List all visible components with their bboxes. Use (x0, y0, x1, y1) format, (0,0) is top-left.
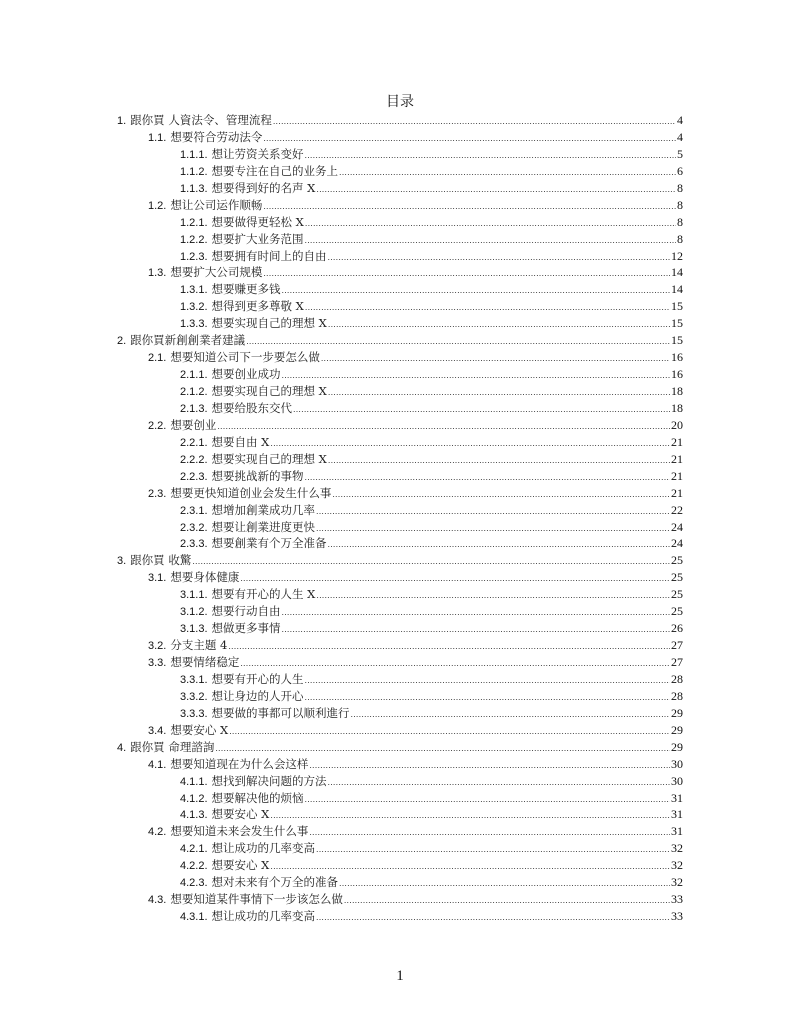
dot-leader (316, 520, 670, 537)
toc-entry-page: 21 (671, 468, 683, 483)
toc-entry-page: 29 (671, 705, 683, 720)
toc-entry-label: 想要给股东交代 (211, 400, 293, 415)
toc-entry-level-1[interactable] (117, 552, 683, 569)
toc-entry-page: 5 (677, 146, 683, 161)
toc-entry-level-3[interactable] (117, 535, 683, 552)
toc-entry-page: 25 (671, 587, 683, 602)
dot-leader (282, 282, 670, 299)
dot-leader (305, 469, 670, 486)
toc-entry-page: 30 (671, 756, 683, 771)
dot-leader (305, 215, 676, 232)
toc-entry-level-2[interactable] (117, 485, 683, 502)
toc-entry-page: 15 (671, 333, 683, 348)
dot-leader (309, 757, 670, 774)
toc-entry-level-2[interactable] (117, 264, 683, 281)
toc-entry-level-3[interactable] (117, 434, 683, 451)
dot-leader (316, 181, 676, 198)
toc-entry-level-2[interactable] (117, 129, 683, 146)
toc-entry-label: 想让公司运作顺畅 (170, 197, 263, 212)
toc-entry-number: 1.1.2. (180, 165, 208, 178)
toc-entry-label: 想要知道现在为什么会这样 (170, 756, 309, 771)
toc-entry-level-3[interactable] (117, 315, 683, 332)
toc-entry-number: 4.3.1. (180, 911, 208, 924)
toc-entry-label: 想让成功的几率变高 (211, 841, 316, 856)
toc-entry-number: 1.2.2. (180, 233, 208, 246)
page-number: 1 (396, 968, 404, 984)
toc-entry-level-2[interactable] (117, 197, 683, 214)
toc-entry-page: 8 (677, 197, 683, 212)
toc-entry-label: 想要自由 X (211, 434, 270, 449)
toc-entry-page: 4 (677, 129, 683, 144)
toc-entry-level-3[interactable] (117, 180, 683, 197)
toc-entry-number: 1.1.1. (180, 148, 208, 161)
toc-entry-label: 跟你買 人資法令、管理流程 (130, 113, 272, 127)
table-of-contents (117, 112, 683, 925)
dot-leader (270, 807, 670, 824)
toc-entry-label: 想要有开心的人生 (211, 671, 304, 686)
toc-entry-level-2[interactable] (117, 722, 683, 739)
toc-entry-level-2[interactable] (117, 823, 683, 840)
toc-entry-label: 跟你買 收驚 (130, 553, 192, 568)
toc-entry-number: 4.1.3. (180, 809, 208, 822)
dot-leader (316, 841, 670, 858)
toc-entry-level-3[interactable] (117, 908, 683, 925)
toc-entry-level-3[interactable] (117, 705, 683, 722)
toc-entry-page: 28 (671, 688, 683, 703)
toc-entry-number: 2.3. (148, 487, 167, 500)
toc-entry-label: 想要解决他的烦恼 (211, 790, 304, 805)
toc-entry-page: 4 (677, 113, 683, 127)
toc-entry-number: 4. (117, 741, 127, 754)
dot-leader (316, 503, 670, 520)
toc-entry-number: 3.3.3. (180, 707, 208, 720)
toc-entry-page: 18 (671, 384, 683, 398)
toc-entry-page: 12 (671, 248, 683, 263)
toc-entry-level-3[interactable] (117, 502, 683, 519)
toc-entry-page: 33 (671, 892, 683, 907)
toc-entry-page: 20 (671, 417, 683, 432)
toc-entry-label: 想让成功的几率变高 (211, 909, 316, 924)
toc-entry-number: 1.3.3. (180, 318, 208, 331)
toc-entry-page: 29 (671, 739, 683, 754)
toc-entry-label: 跟你買新創創業者建議 (130, 333, 246, 348)
dot-leader (282, 604, 670, 621)
toc-entry-page: 25 (671, 604, 683, 619)
toc-entry-level-3[interactable] (117, 806, 683, 823)
toc-entry-number: 3.3. (148, 657, 167, 669)
toc-entry-number: 2.3.1. (180, 504, 208, 517)
toc-entry-number: 2.2.1. (180, 436, 208, 449)
toc-entry-label: 想要知道未来会发生什么事 (170, 824, 309, 839)
toc-entry-number: 1.3. (148, 267, 167, 280)
dot-leader (240, 570, 670, 587)
toc-entry-label: 想要情绪稳定 (170, 655, 240, 669)
toc-entry-page: 15 (671, 299, 683, 314)
toc-entry-number: 2.1. (148, 352, 167, 365)
toc-entry-page: 8 (677, 180, 683, 195)
toc-entry-page: 18 (671, 400, 683, 415)
toc-entry-label: 想做更多事情 (211, 621, 281, 636)
toc-entry-page: 26 (671, 621, 683, 636)
toc-entry-page: 8 (677, 231, 683, 246)
toc-entry-number: 2.3.2. (180, 521, 208, 534)
toc-entry-page: 16 (671, 367, 683, 382)
toc-entry-number: 2.1.3. (180, 402, 208, 415)
toc-entry-page: 31 (671, 824, 683, 839)
dot-leader (309, 824, 670, 841)
dot-leader (351, 706, 670, 723)
toc-entry-number: 3.1.3. (180, 623, 208, 636)
toc-entry-level-2[interactable] (117, 637, 683, 654)
toc-entry-level-3[interactable] (117, 857, 683, 874)
toc-entry-level-3[interactable] (117, 586, 683, 603)
dot-leader (282, 367, 670, 384)
toc-entry-label: 想要专注在自己的业务上 (211, 163, 339, 178)
toc-entry-level-2[interactable] (117, 417, 683, 434)
toc-entry-number: 1.1.3. (180, 182, 208, 195)
dot-leader (192, 553, 670, 570)
toc-entry-level-3[interactable] (117, 688, 683, 705)
dot-leader (215, 740, 670, 757)
toc-entry-level-3[interactable] (117, 840, 683, 857)
toc-entry-label: 想要更快知道创业会发生什么事 (170, 485, 332, 500)
dot-leader (328, 536, 670, 553)
dot-leader (328, 774, 670, 791)
toc-entry-level-2[interactable] (117, 756, 683, 773)
toc-entry-level-3[interactable] (117, 451, 683, 468)
toc-entry-page: 32 (671, 841, 683, 856)
dot-leader (270, 858, 670, 875)
toc-entry-label: 想要有开心的人生 X (211, 587, 316, 602)
toc-entry-label: 分支主题 4 (170, 638, 228, 653)
toc-entry-level-3[interactable] (117, 281, 683, 298)
toc-entry-label: 想要創業有个万全准备 (211, 536, 327, 551)
dot-leader (246, 333, 670, 350)
dot-leader (316, 587, 670, 604)
toc-entry-number: 3.2. (148, 640, 167, 653)
toc-entry-label: 想对未来有个万全的准备 (211, 875, 339, 890)
toc-entry-number: 3.3.2. (180, 690, 208, 703)
toc-entry-level-2[interactable] (117, 349, 683, 366)
toc-entry-page: 30 (671, 773, 683, 788)
toc-entry-number: 4.2.1. (180, 843, 208, 856)
dot-leader (316, 909, 670, 926)
toc-entry-page: 25 (671, 553, 683, 568)
toc-entry-page: 24 (671, 519, 683, 534)
toc-entry-page: 22 (671, 502, 683, 517)
toc-entry-page: 27 (671, 655, 683, 669)
toc-entry-page: 32 (671, 858, 683, 873)
toc-entry-label: 想要扩大业务范围 (211, 231, 304, 246)
toc-entry-level-3[interactable] (117, 146, 683, 163)
dot-leader (305, 689, 670, 706)
toc-entry-number: 3.1. (148, 572, 167, 585)
dot-leader (305, 232, 676, 249)
toc-entry-label: 想要实现自己的理想 X (211, 384, 327, 398)
toc-entry-level-3[interactable] (117, 248, 683, 265)
toc-entry-number: 3.3.1. (180, 673, 208, 686)
dot-leader (293, 401, 670, 418)
toc-entry-level-3[interactable] (117, 383, 683, 400)
toc-entry-number: 2. (117, 335, 127, 348)
toc-entry-page: 21 (671, 485, 683, 500)
toc-entry-level-1[interactable] (117, 332, 683, 349)
toc-entry-level-3[interactable] (117, 400, 683, 417)
toc-entry-label: 想要创业成功 (211, 367, 281, 382)
toc-entry-label: 想要安心 X (170, 722, 229, 737)
toc-entry-label: 想要扩大公司规模 (170, 265, 263, 280)
toc-entry-number: 3.1.1. (180, 589, 208, 602)
toc-entry-page: 31 (671, 790, 683, 805)
toc-entry-number: 1.2.1. (180, 216, 208, 229)
toc-entry-level-3[interactable] (117, 519, 683, 536)
toc-entry-label: 想要赚更多钱 (211, 282, 281, 297)
toc-entry-number: 3. (117, 555, 127, 568)
dot-leader (228, 638, 670, 655)
toc-entry-label: 想要安心 X (211, 858, 270, 873)
toc-entry-number: 2.1.2. (180, 386, 208, 398)
dot-leader (263, 130, 676, 147)
dot-leader (339, 164, 676, 181)
dot-leader (240, 655, 670, 672)
dot-leader (328, 384, 670, 401)
toc-entry-label: 想要做得更轻松 X (211, 214, 304, 229)
toc-entry-page: 24 (671, 536, 683, 551)
toc-entry-page: 14 (671, 282, 683, 297)
toc-entry-page: 8 (677, 214, 683, 229)
toc-entry-level-2[interactable] (117, 569, 683, 586)
dot-leader (321, 350, 670, 367)
toc-entry-page: 14 (671, 265, 683, 280)
toc-entry-label: 想增加創業成功几率 (211, 502, 316, 517)
toc-entry-level-3[interactable] (117, 468, 683, 485)
toc-entry-label: 想让身边的人开心 (211, 688, 304, 703)
toc-entry-level-3[interactable] (117, 214, 683, 231)
toc-entry-number: 3.4. (148, 724, 167, 737)
toc-entry-level-1[interactable] (117, 112, 683, 129)
toc-entry-label: 想要身体健康 (170, 570, 240, 585)
toc-entry-label: 想找到解决问题的方法 (211, 773, 327, 788)
toc-entry-page: 33 (671, 909, 683, 924)
toc-entry-number: 2.1.1. (180, 369, 208, 382)
dot-leader (229, 723, 670, 740)
dot-leader (263, 265, 670, 282)
toc-entry-page: 29 (671, 722, 683, 737)
toc-entry-number: 4.1. (148, 758, 167, 771)
toc-entry-label: 想要拥有时间上的自由 (211, 248, 327, 263)
toc-entry-number: 1.2. (148, 199, 167, 212)
toc-entry-label: 想要知道某件事情下一步该怎么做 (170, 892, 343, 907)
toc-entry-level-3[interactable] (117, 790, 683, 807)
toc-entry-label: 想要让創業进度更快 (211, 519, 316, 534)
toc-entry-page: 28 (671, 671, 683, 686)
toc-entry-level-3[interactable] (117, 773, 683, 790)
toc-entry-page: 6 (677, 163, 683, 178)
toc-entry-label: 想要做的事都可以顺利進行 (211, 705, 350, 720)
toc-entry-number: 1.3.1. (180, 284, 208, 297)
dot-leader (305, 299, 670, 316)
toc-entry-number: 4.2. (148, 826, 167, 839)
toc-entry-level-3[interactable] (117, 620, 683, 637)
toc-entry-level-3[interactable] (117, 298, 683, 315)
toc-entry-number: 1. (117, 115, 127, 127)
dot-leader (305, 791, 670, 808)
toc-entry-number: 2.2.2. (180, 453, 208, 466)
toc-entry-number: 3.1.2. (180, 606, 208, 619)
toc-entry-number: 2.2.3. (180, 470, 208, 483)
toc-entry-level-3[interactable] (117, 231, 683, 248)
toc-entry-number: 4.1.2. (180, 792, 208, 805)
toc-entry-number: 1.2.3. (180, 250, 208, 263)
toc-entry-label: 跟你買 命理諮詢 (130, 739, 215, 754)
toc-entry-label: 想要得到好的名声 X (211, 180, 316, 195)
toc-entry-number: 2.2. (148, 419, 167, 432)
toc-entry-label: 想要安心 X (211, 807, 270, 822)
dot-leader (328, 452, 670, 469)
toc-entry-page: 27 (671, 638, 683, 653)
toc-entry-level-3[interactable] (117, 366, 683, 383)
toc-entry-number: 4.3. (148, 894, 167, 907)
toc-entry-label: 想要挑战新的事物 (211, 468, 304, 483)
toc-entry-level-3[interactable] (117, 163, 683, 180)
toc-entry-page: 31 (671, 807, 683, 822)
toc-entry-label: 想让劳资关系变好 (211, 146, 304, 161)
toc-entry-level-3[interactable] (117, 671, 683, 688)
toc-title: 目录 (386, 94, 414, 110)
toc-entry-level-2[interactable] (117, 891, 683, 908)
toc-entry-number: 4.2.3. (180, 877, 208, 890)
toc-entry-page: 32 (671, 875, 683, 890)
dot-leader (328, 249, 670, 266)
toc-entry-number: 4.1.1. (180, 775, 208, 788)
dot-leader (344, 892, 670, 909)
toc-entry-number: 2.3.3. (180, 538, 208, 551)
dot-leader (305, 147, 676, 164)
toc-entry-label: 想得到更多尊敬 X (211, 299, 304, 314)
toc-entry-label: 想要符合劳动法令 (170, 129, 263, 144)
toc-entry-label: 想要创业 (170, 417, 217, 432)
toc-entry-label: 想要实现自己的理想 X (211, 451, 327, 466)
toc-entry-level-2[interactable] (117, 654, 683, 671)
dot-leader (305, 672, 670, 689)
dot-leader (339, 875, 670, 892)
dot-leader (217, 418, 670, 435)
toc-entry-page: 15 (671, 316, 683, 331)
toc-entry-level-3[interactable] (117, 874, 683, 891)
toc-entry-label: 想要知道公司下一步要怎么做 (170, 350, 320, 365)
dot-leader (328, 316, 670, 333)
toc-entry-number: 1.3.2. (180, 301, 208, 314)
dot-leader (332, 486, 670, 503)
toc-entry-page: 25 (671, 570, 683, 585)
dot-leader (270, 435, 670, 452)
toc-entry-number: 4.2.2. (180, 860, 208, 873)
toc-entry-number: 1.1. (148, 131, 167, 144)
toc-entry-page: 21 (671, 451, 683, 466)
toc-entry-level-3[interactable] (117, 603, 683, 620)
toc-entry-level-1[interactable] (117, 739, 683, 756)
dot-leader (273, 113, 676, 130)
dot-leader (282, 621, 670, 638)
toc-entry-page: 21 (671, 434, 683, 449)
toc-entry-label: 想要行动自由 (211, 604, 281, 619)
toc-entry-page: 16 (671, 350, 683, 365)
dot-leader (263, 198, 676, 215)
toc-entry-label: 想要实现自己的理想 X (211, 316, 327, 331)
